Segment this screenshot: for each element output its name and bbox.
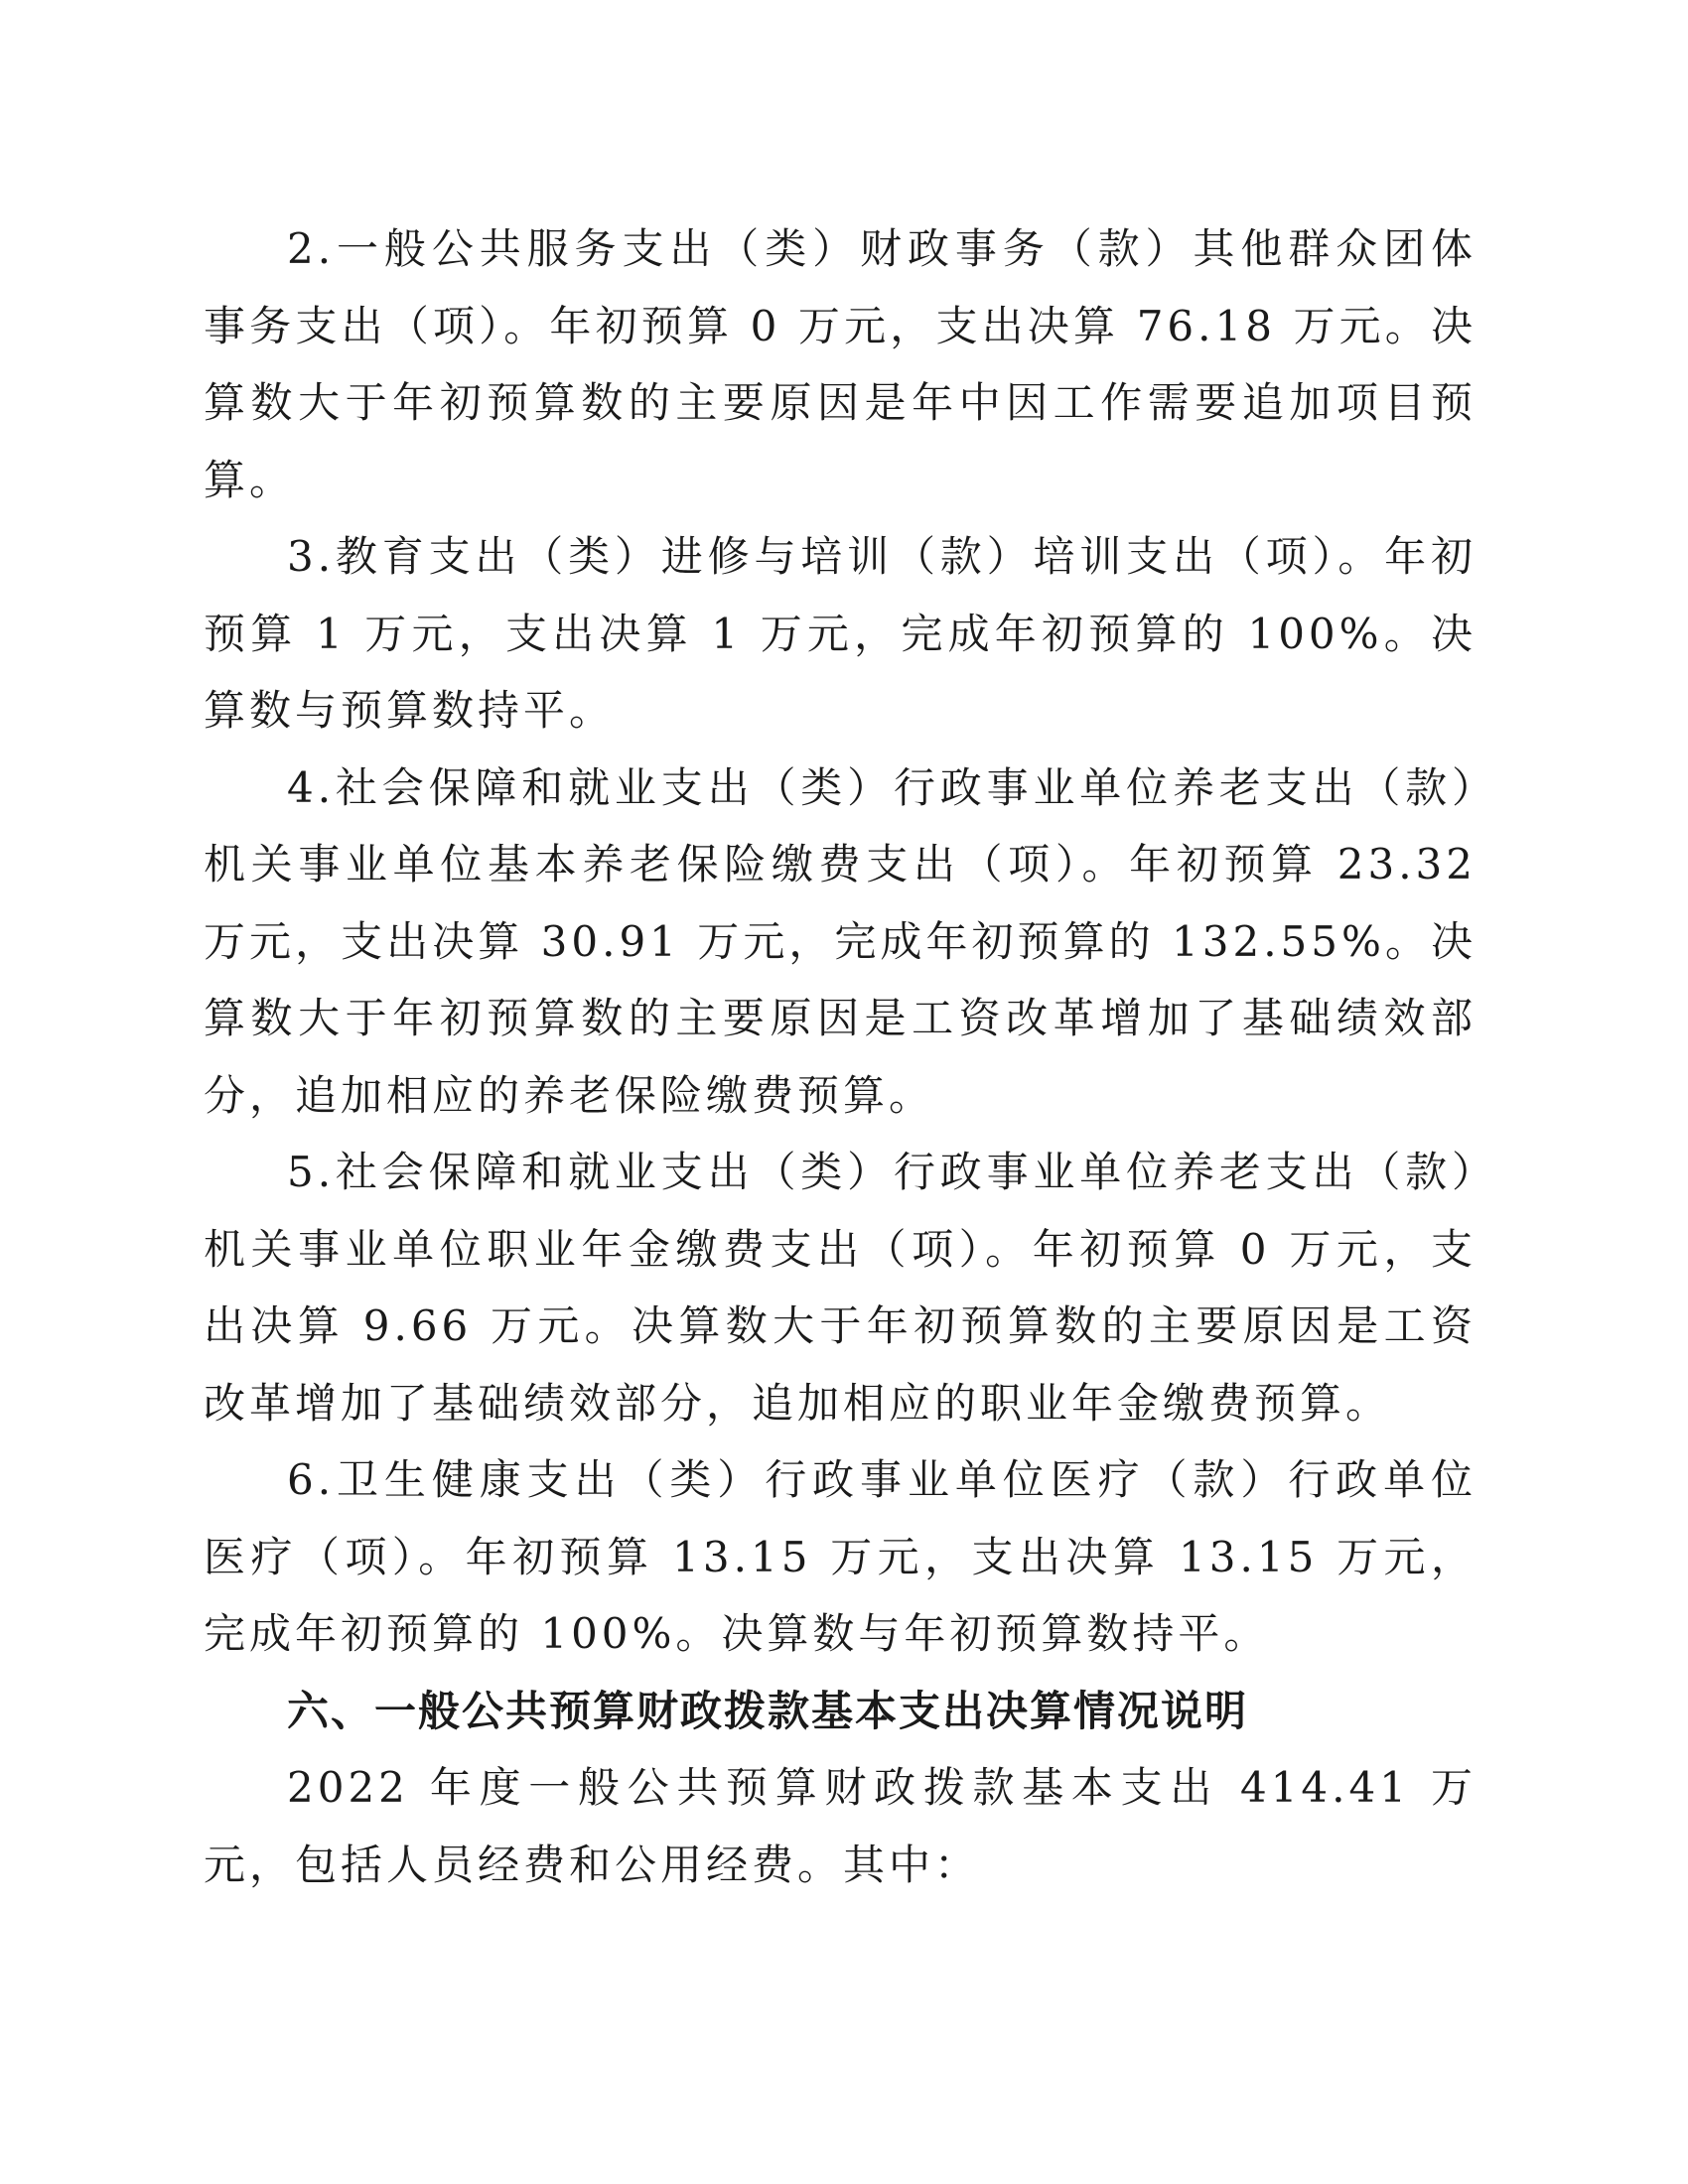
paragraph-item-3: 3.教育支出（类）进修与培训（款）培训支出（项）。年初预算 1 万元，支出决算 1 万元，完成年初预算的 100%。决算数与预算数持平。 [204,532,1477,735]
paragraph-item-6: 6.卫生健康支出（类）行政事业单位医疗（款）行政单位医疗（项）。年初预算 13.15 万元，支出决算 13.15 万元，完成年初预算的 100%。决算数与年初预算数持平。 [204,1455,1477,1658]
section-paragraph: 2022 年度一般公共预算财政拨款基本支出 414.41 万元，包括人员经费和公用经费。其中： [204,1763,1477,1889]
section-heading: 六、一般公共预算财政拨款基本支出决算情况说明 [287,1686,1249,1735]
paragraph-item-5: 5.社会保障和就业支出（类）行政事业单位养老支出（款）机关事业单位职业年金缴费支出（项）。年初预算 0 万元，支出决算 9.66 万元。决算数大于年初预算数的主要原因是工资改革增加了基础绩效部分，追加相应的职业年金缴费预算。 [204,1148,1477,1428]
document-body [204,210,1477,1903]
paragraph-item-2: 2.一般公共服务支出（类）财政事务（款）其他群众团体事务支出（项）。年初预算 0 万元，支出决算 76.18 万元。决算数大于年初预算数的主要原因是年中因工作需要追加项目预算。 [204,224,1477,504]
paragraph-item-4: 4.社会保障和就业支出（类）行政事业单位养老支出（款）机关事业单位基本养老保险缴费支出（项）。年初预算 23.32 万元，支出决算 30.91 万元，完成年初预算的 132.55%。决算数大于年初预算数的主要原因是工资改革增加了基础绩效部分，追加相应的养老保险缴费预算。 [204,762,1477,1120]
